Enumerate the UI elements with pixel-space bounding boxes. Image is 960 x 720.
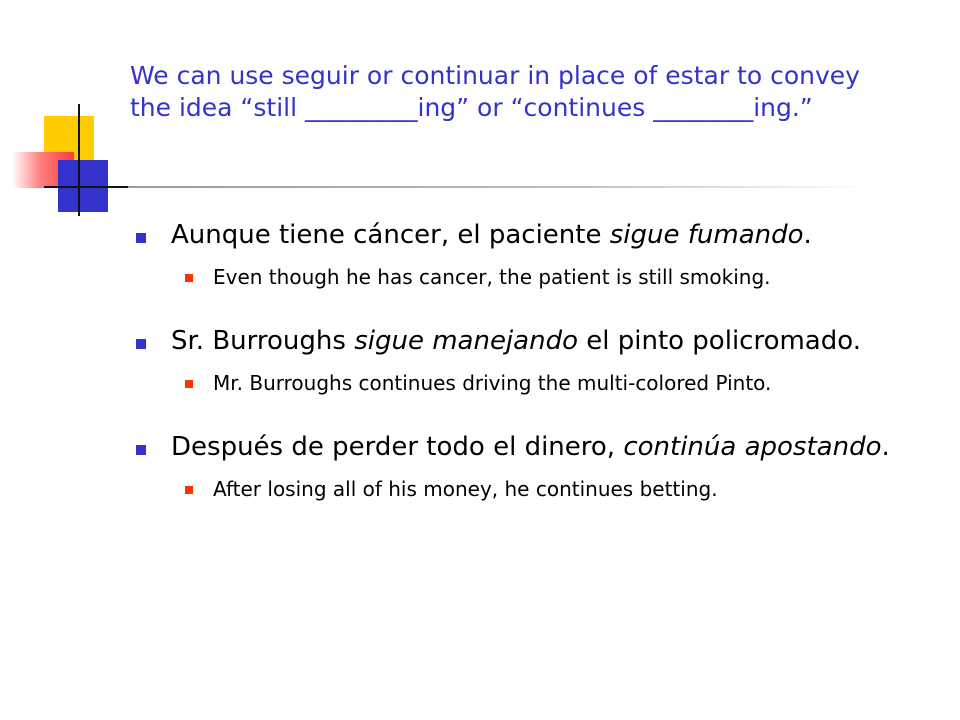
slide-title: We can use seguir or continuar in place of estar to convey the idea “still _________ing” or “continues ________ing.” — [130, 61, 860, 122]
bullet-square-icon — [136, 233, 146, 243]
sub-bullet-square-icon — [185, 274, 193, 282]
title-divider — [128, 186, 868, 188]
bullet-main-tail: . — [881, 432, 890, 462]
bullet-square-icon — [136, 339, 146, 349]
bullet-sub-text: Even though he has cancer, the patient is still smoking. — [213, 265, 771, 289]
bullet-list — [136, 218, 936, 502]
bullet-main-italic: sigue fumando — [609, 220, 804, 250]
decorative-logo — [0, 0, 140, 230]
bullet-sub-text: After losing all of his money, he continues betting. — [213, 477, 718, 501]
bullet-square-icon — [136, 445, 146, 455]
bullet-main — [136, 218, 936, 252]
bullet-sub — [136, 476, 936, 502]
bullet-main-text: Aunque tiene cáncer, el paciente — [171, 220, 610, 250]
bullet-main-tail: el pinto policromado. — [577, 326, 861, 356]
bullet-main-italic: sigue manejando — [354, 326, 578, 356]
bullet-main-italic: continúa apostando — [623, 432, 882, 462]
bullet-main-text: Después de perder todo el dinero, — [171, 432, 624, 462]
bullet-main-tail: . — [803, 220, 812, 250]
list-item — [136, 430, 936, 502]
bullet-sub-text: Mr. Burroughs continues driving the multi-colored Pinto. — [213, 371, 772, 395]
sub-bullet-square-icon — [185, 486, 193, 494]
sub-bullet-square-icon — [185, 380, 193, 388]
logo-horizontal-line — [44, 186, 140, 188]
list-item — [136, 324, 936, 396]
bullet-sub — [136, 370, 936, 396]
list-item — [136, 218, 936, 290]
bullet-main — [136, 324, 936, 358]
bullet-sub — [136, 264, 936, 290]
logo-vertical-line — [78, 104, 80, 216]
bullet-main-text: Sr. Burroughs — [171, 326, 355, 356]
bullet-main — [136, 430, 936, 464]
